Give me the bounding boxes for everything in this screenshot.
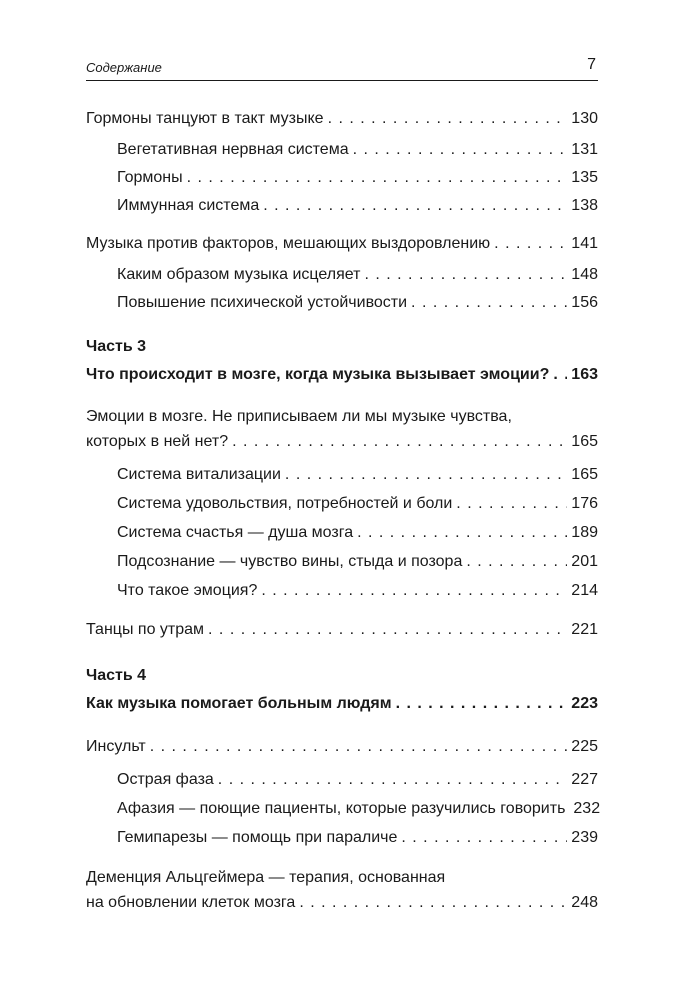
toc-subentry[interactable]	[86, 493, 598, 515]
leader-dots	[285, 464, 567, 486]
toc-entry[interactable]	[86, 233, 598, 255]
toc-entry-page: 176	[571, 495, 598, 512]
toc-entry-page: 141	[571, 235, 598, 252]
toc-entry-title: Афазия — поющие пациенты, которые разучились говорить	[117, 800, 566, 817]
running-header-title: Содержание	[86, 60, 162, 75]
toc-subentry[interactable]	[86, 769, 598, 791]
toc-entry-page: 165	[571, 466, 598, 483]
leader-dots	[357, 522, 567, 544]
toc-entry-page: 156	[571, 294, 598, 311]
toc-entry-page: 225	[571, 738, 598, 755]
toc-entry-title: Гормоны танцуют в такт музыке	[86, 110, 324, 127]
running-header	[86, 56, 598, 81]
toc-subentry[interactable]	[86, 798, 601, 820]
leader-dots	[553, 364, 567, 386]
toc-entry-title: Система удовольствия, потребностей и боли	[117, 495, 453, 512]
toc-entry-page: 131	[571, 141, 598, 158]
leader-dots	[456, 493, 567, 515]
toc-entry-title: Каким образом музыка исцеляет	[117, 266, 361, 283]
toc-entry-title: Система витализации	[117, 466, 281, 483]
toc-entry-page: 227	[571, 771, 598, 788]
toc-entry-title: Система счастья — душа мозга	[117, 524, 354, 541]
toc-entry-title: Подсознание — чувство вины, стыда и позора	[117, 553, 463, 570]
toc-part-entry[interactable]	[86, 693, 598, 715]
leader-dots	[353, 139, 568, 161]
toc-subentry[interactable]	[86, 167, 598, 189]
toc-subentry[interactable]	[86, 551, 598, 573]
toc-entry-title: которых в ней нет?	[86, 433, 229, 450]
toc-entry-title: Что происходит в мозге, когда музыка вызывает эмоции?	[86, 366, 550, 383]
toc-entry[interactable]	[86, 431, 598, 453]
leader-dots	[208, 619, 567, 641]
toc-entry[interactable]	[86, 108, 598, 130]
toc-entry-title: Инсульт	[86, 738, 146, 755]
toc-entry-page: 221	[571, 621, 598, 638]
leader-dots	[494, 233, 567, 255]
toc-subentry[interactable]	[86, 139, 598, 161]
toc-entry-page: 189	[571, 524, 598, 541]
toc-entry[interactable]	[86, 619, 598, 641]
toc-entry-page: 248	[571, 894, 598, 911]
part-heading: Часть 3	[86, 338, 147, 355]
table-of-contents	[86, 108, 601, 914]
toc-subentry[interactable]	[86, 464, 598, 486]
toc-entry-title-line1: Эмоции в мозге. Не приписываем ли мы музыке чувства,	[86, 408, 512, 425]
leader-dots	[261, 580, 567, 602]
toc-entry-title: Повышение психической устойчивости	[117, 294, 408, 311]
part-heading: Часть 4	[86, 667, 147, 684]
toc-entry-title: Что такое эмоция?	[117, 582, 258, 599]
toc-entry-page: 165	[571, 433, 598, 450]
toc-entry-page: 214	[571, 582, 598, 599]
leader-dots	[401, 827, 567, 849]
toc-entry-title: на обновлении клеток мозга	[86, 894, 296, 911]
leader-dots	[150, 736, 568, 758]
toc-entry-page: 223	[571, 695, 598, 712]
leader-dots	[328, 108, 568, 130]
leader-dots	[364, 264, 567, 286]
leader-dots	[187, 167, 568, 189]
leader-dots	[232, 431, 567, 453]
toc-entry-title: Музыка против факторов, мешающих выздоровлению	[86, 235, 491, 252]
toc-entry-title: Гемипарезы — помощь при параличе	[117, 829, 398, 846]
toc-part-entry[interactable]	[86, 364, 598, 386]
toc-subentry[interactable]	[86, 522, 598, 544]
toc-entry-page: 232	[573, 800, 601, 817]
toc-subentry[interactable]	[86, 292, 598, 314]
toc-entry[interactable]	[86, 736, 598, 758]
toc-entry-page: 239	[571, 829, 598, 846]
toc-entry-title: Как музыка помогает больным людям	[86, 695, 392, 712]
toc-entry-title: Танцы по утрам	[86, 621, 205, 638]
toc-subentry[interactable]	[86, 827, 598, 849]
leader-dots	[411, 292, 567, 314]
toc-entry-page: 130	[571, 110, 598, 127]
toc-entry-title: Вегетативная нервная система	[117, 141, 349, 158]
toc-entry-title: Иммунная система	[117, 197, 260, 214]
toc-entry-title: Острая фаза	[117, 771, 214, 788]
leader-dots	[396, 693, 568, 715]
toc-subentry[interactable]	[86, 580, 598, 602]
toc-entry-page: 163	[571, 366, 598, 383]
page-number: 7	[587, 56, 596, 73]
toc-entry-title: Гормоны	[117, 169, 183, 186]
toc-subentry[interactable]	[86, 195, 598, 217]
toc-subentry[interactable]	[86, 264, 598, 286]
toc-entry-page: 135	[571, 169, 598, 186]
leader-dots	[263, 195, 567, 217]
toc-entry-title-line1: Деменция Альцгеймера — терапия, основанная	[86, 869, 446, 886]
leader-dots	[466, 551, 567, 573]
leader-dots	[218, 769, 568, 791]
leader-dots	[299, 892, 567, 914]
toc-entry-page: 201	[571, 553, 598, 570]
toc-entry-page: 138	[571, 197, 598, 214]
toc-entry-page: 148	[571, 266, 598, 283]
toc-entry[interactable]	[86, 892, 598, 914]
